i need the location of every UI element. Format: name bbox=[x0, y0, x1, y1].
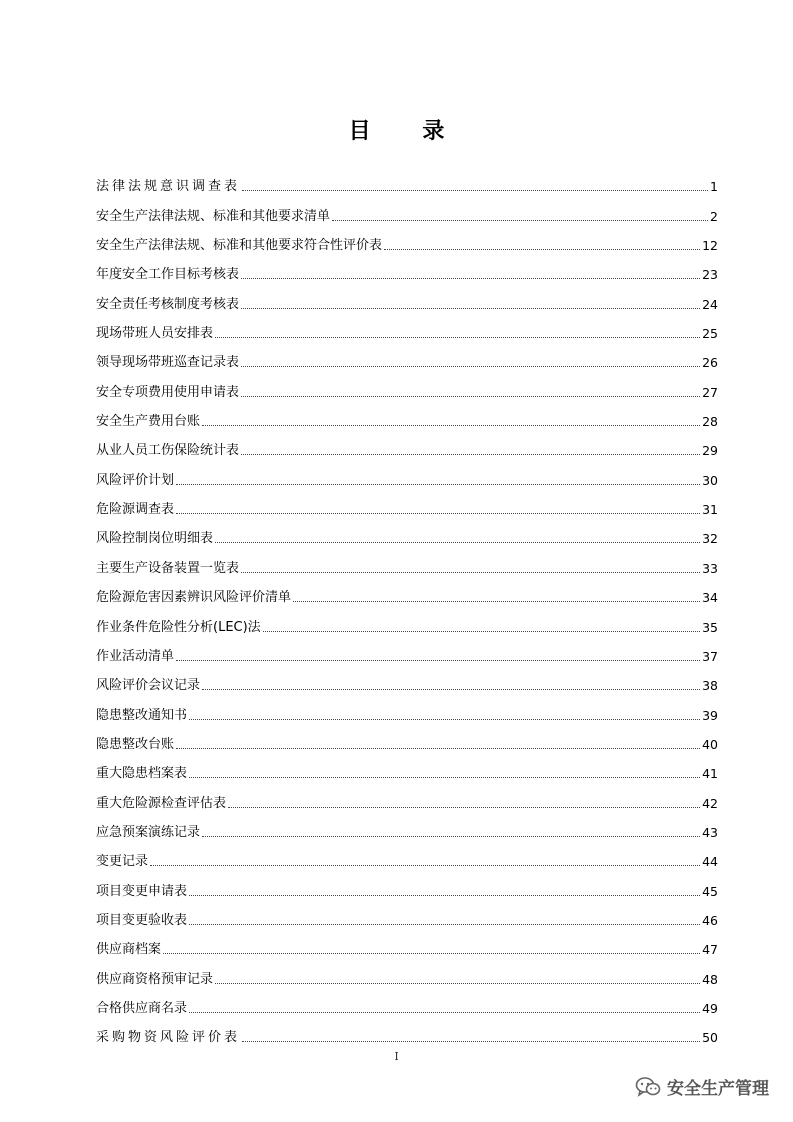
toc-entry-title: 重大危险源检查评估表 bbox=[96, 795, 227, 811]
toc-entry[interactable] bbox=[96, 547, 718, 576]
dot-leader bbox=[189, 923, 700, 925]
toc-entry-title: 项目变更验收表 bbox=[96, 912, 188, 928]
dot-leader bbox=[241, 277, 700, 279]
toc-entry-page-number: 26 bbox=[702, 355, 718, 371]
toc-entry[interactable] bbox=[96, 401, 718, 430]
dot-leader bbox=[189, 894, 700, 896]
toc-entry-page-number: 25 bbox=[702, 326, 718, 342]
toc-entry-title: 安全生产法律法规、标准和其他要求清单 bbox=[96, 208, 331, 224]
toc-entry[interactable] bbox=[96, 430, 718, 459]
toc-entry[interactable] bbox=[96, 489, 718, 518]
dot-leader bbox=[163, 952, 700, 954]
toc-entry[interactable] bbox=[96, 665, 718, 694]
dot-leader bbox=[228, 806, 700, 808]
toc-entry[interactable] bbox=[96, 166, 718, 195]
dot-leader bbox=[202, 688, 700, 690]
toc-entry-page-number: 39 bbox=[702, 707, 718, 723]
toc-entry[interactable] bbox=[96, 254, 718, 283]
toc-entry-page-number: 34 bbox=[702, 590, 718, 606]
toc-entry-page-number: 44 bbox=[702, 854, 718, 870]
page-title: 目 录 bbox=[348, 119, 467, 144]
toc-entry-title: 风险控制岗位明细表 bbox=[96, 531, 214, 547]
dot-leader bbox=[176, 483, 700, 485]
toc-entry-page-number: 42 bbox=[702, 795, 718, 811]
dot-leader bbox=[332, 219, 708, 221]
footer-page-number: I bbox=[394, 1050, 399, 1063]
toc-entry-title: 合格供应商名录 bbox=[96, 1000, 188, 1016]
toc-entry[interactable] bbox=[96, 988, 718, 1017]
dot-leader bbox=[215, 336, 700, 338]
dot-leader bbox=[150, 864, 700, 866]
toc-entry-title: 项目变更申请表 bbox=[96, 883, 188, 899]
toc-entry-page-number: 47 bbox=[702, 942, 718, 958]
toc-entry-page-number: 49 bbox=[702, 1000, 718, 1016]
toc-entry-page-number: 38 bbox=[702, 678, 718, 694]
toc-entry-page-number: 45 bbox=[702, 883, 718, 899]
toc-entry-title: 安全责任考核制度考核表 bbox=[96, 296, 240, 312]
toc-entry[interactable] bbox=[96, 812, 718, 841]
dot-leader bbox=[241, 307, 700, 309]
toc-entry-page-number: 24 bbox=[702, 296, 718, 312]
toc-entry-page-number: 41 bbox=[702, 766, 718, 782]
toc-entry-page-number: 27 bbox=[702, 384, 718, 400]
dot-leader bbox=[176, 512, 700, 514]
toc-entry-page-number: 48 bbox=[702, 971, 718, 987]
toc-entry-page-number: 31 bbox=[702, 502, 718, 518]
toc-entry[interactable] bbox=[96, 870, 718, 899]
toc-entry[interactable] bbox=[96, 371, 718, 400]
dot-leader bbox=[241, 453, 700, 455]
toc-entry-title: 危险源危害因素辨识风险评价清单 bbox=[96, 590, 292, 606]
toc-entry-title: 应急预案演练记录 bbox=[96, 824, 201, 840]
dot-leader bbox=[176, 659, 700, 661]
toc-entry-page-number: 46 bbox=[702, 912, 718, 928]
dot-leader bbox=[189, 718, 700, 720]
toc-entry-title: 安全生产费用台账 bbox=[96, 414, 201, 430]
toc-entry[interactable] bbox=[96, 283, 718, 312]
toc-entry[interactable] bbox=[96, 636, 718, 665]
toc-entry-page-number: 1 bbox=[710, 179, 718, 195]
dot-leader bbox=[263, 630, 700, 632]
dot-leader bbox=[241, 395, 700, 397]
toc-entry-page-number: 12 bbox=[702, 238, 718, 254]
toc-entry[interactable] bbox=[96, 195, 718, 224]
dot-leader bbox=[202, 835, 700, 837]
toc-entry-page-number: 32 bbox=[702, 531, 718, 547]
toc-entry[interactable] bbox=[96, 225, 718, 254]
toc-entry[interactable] bbox=[96, 753, 718, 782]
watermark-text: 安全生产管理 bbox=[667, 1079, 769, 1099]
toc-entry-title: 重大隐患档案表 bbox=[96, 766, 188, 782]
toc-entry[interactable] bbox=[96, 606, 718, 635]
dot-leader bbox=[241, 365, 700, 367]
toc-entry-title: 风险评价会议记录 bbox=[96, 678, 201, 694]
toc-entry-page-number: 40 bbox=[702, 736, 718, 752]
dot-leader bbox=[242, 1040, 700, 1042]
toc-entry-title: 采购物资风险评价表 bbox=[96, 1030, 241, 1046]
toc-entry-title: 供应商档案 bbox=[96, 942, 162, 958]
table-of-contents bbox=[96, 166, 718, 1046]
dot-leader bbox=[241, 571, 700, 573]
toc-entry-title: 供应商资格预审记录 bbox=[96, 971, 214, 987]
toc-entry-page-number: 30 bbox=[702, 472, 718, 488]
toc-entry-title: 领导现场带班巡查记录表 bbox=[96, 355, 240, 371]
toc-entry[interactable] bbox=[96, 459, 718, 488]
toc-entry-title: 变更记录 bbox=[96, 854, 149, 870]
watermark bbox=[635, 1074, 769, 1099]
toc-entry-page-number: 50 bbox=[702, 1030, 718, 1046]
toc-entry-title: 从业人员工伤保险统计表 bbox=[96, 443, 240, 459]
toc-entry-page-number: 29 bbox=[702, 443, 718, 459]
toc-entry[interactable] bbox=[96, 724, 718, 753]
toc-entry-page-number: 2 bbox=[710, 208, 718, 224]
toc-entry-title: 危险源调查表 bbox=[96, 502, 175, 518]
toc-entry-title: 现场带班人员安排表 bbox=[96, 326, 214, 342]
toc-entry[interactable] bbox=[96, 342, 718, 371]
dot-leader bbox=[215, 541, 700, 543]
wechat-icon bbox=[635, 1076, 661, 1098]
toc-entry-title: 年度安全工作目标考核表 bbox=[96, 267, 240, 283]
toc-entry[interactable] bbox=[96, 958, 718, 987]
toc-entry-title: 隐患整改台账 bbox=[96, 736, 175, 752]
toc-entry-page-number: 37 bbox=[702, 648, 718, 664]
toc-entry[interactable] bbox=[96, 313, 718, 342]
toc-entry-page-number: 35 bbox=[702, 619, 718, 635]
toc-entry-title: 作业条件危险性分析(LEC)法 bbox=[96, 619, 261, 635]
toc-entry-page-number: 23 bbox=[702, 267, 718, 283]
toc-entry[interactable] bbox=[96, 900, 718, 929]
toc-entry-page-number: 43 bbox=[702, 824, 718, 840]
toc-entry-title: 隐患整改通知书 bbox=[96, 707, 188, 723]
toc-entry[interactable] bbox=[96, 841, 718, 870]
toc-entry[interactable] bbox=[96, 577, 718, 606]
dot-leader bbox=[293, 600, 700, 602]
dot-leader bbox=[189, 776, 700, 778]
toc-entry-title: 安全生产法律法规、标准和其他要求符合性评价表 bbox=[96, 238, 383, 254]
toc-entry-title: 安全专项费用使用申请表 bbox=[96, 384, 240, 400]
dot-leader bbox=[189, 1011, 700, 1013]
toc-entry[interactable] bbox=[96, 694, 718, 723]
toc-entry-title: 风险评价计划 bbox=[96, 472, 175, 488]
dot-leader bbox=[176, 747, 700, 749]
dot-leader bbox=[384, 248, 700, 250]
dot-leader bbox=[202, 424, 700, 426]
toc-entry-title: 法律法规意识调查表 bbox=[96, 179, 241, 195]
toc-entry[interactable] bbox=[96, 518, 718, 547]
toc-entry-page-number: 33 bbox=[702, 560, 718, 576]
toc-entry[interactable] bbox=[96, 1017, 718, 1046]
toc-entry[interactable] bbox=[96, 929, 718, 958]
toc-entry[interactable] bbox=[96, 782, 718, 811]
toc-entry-title: 作业活动清单 bbox=[96, 648, 175, 664]
dot-leader bbox=[242, 189, 708, 191]
toc-entry-title: 主要生产设备装置一览表 bbox=[96, 560, 240, 576]
toc-entry-page-number: 28 bbox=[702, 414, 718, 430]
dot-leader bbox=[215, 982, 700, 984]
